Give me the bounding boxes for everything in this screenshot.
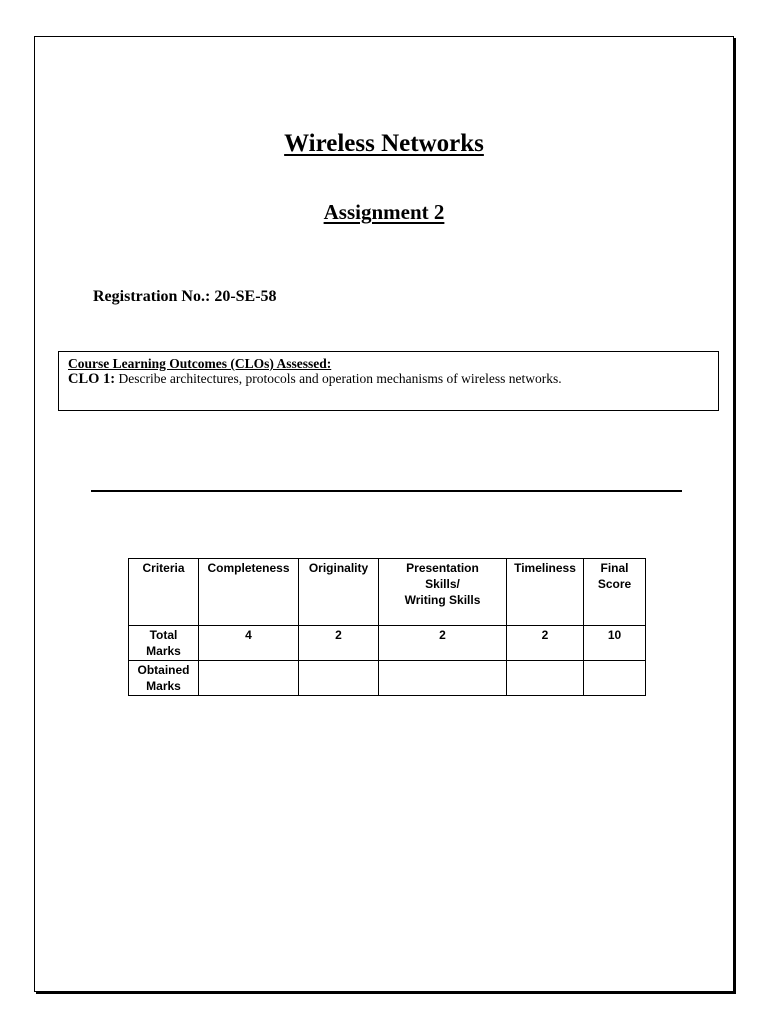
document-title: Wireless Networks [284,130,484,157]
header-presentation-line: Skills/ [425,577,460,591]
obtained-presentation [379,661,507,696]
header-completeness: Completeness [199,559,299,626]
header-presentation [379,559,507,626]
total-final-score: 10 [584,626,646,661]
table-header-row [129,559,646,626]
table-row-total-marks [129,626,646,661]
total-completeness: 4 [199,626,299,661]
total-label-line: Total [149,628,178,642]
clo-box [58,351,719,411]
header-originality: Originality [299,559,379,626]
header-criteria: Criteria [129,559,199,626]
header-timeliness: Timeliness [507,559,584,626]
total-originality: 2 [299,626,379,661]
obtained-marks-label [129,661,199,696]
total-marks-label [129,626,199,661]
assignment-title: Assignment 2 [323,200,445,224]
total-presentation: 2 [379,626,507,661]
clo-label: CLO 1: [68,371,116,387]
clo-heading: Course Learning Outcomes (CLOs) Assessed: [68,356,332,371]
registration-number: Registration No.: 20-SE-58 [93,288,277,305]
divider-line [91,490,682,492]
obtained-timeliness [507,661,584,696]
clo-item [68,371,709,387]
header-final-line: Final [600,561,629,575]
header-presentation-line: Presentation [406,561,479,575]
obtained-originality [299,661,379,696]
obtained-label-line: Marks [146,679,181,693]
total-label-line: Marks [146,644,181,658]
marks-rubric-table [128,558,646,696]
header-final-score [584,559,646,626]
obtained-completeness [199,661,299,696]
header-final-line: Score [597,577,632,591]
table-row-obtained-marks [129,661,646,696]
obtained-final-score [584,661,646,696]
page-border [34,36,734,992]
header-presentation-line: Writing Skills [404,593,481,607]
total-timeliness: 2 [507,626,584,661]
obtained-label-line: Obtained [137,663,190,677]
clo-text: Describe architectures, protocols and operation mechanisms of wireless networks. [115,371,562,386]
